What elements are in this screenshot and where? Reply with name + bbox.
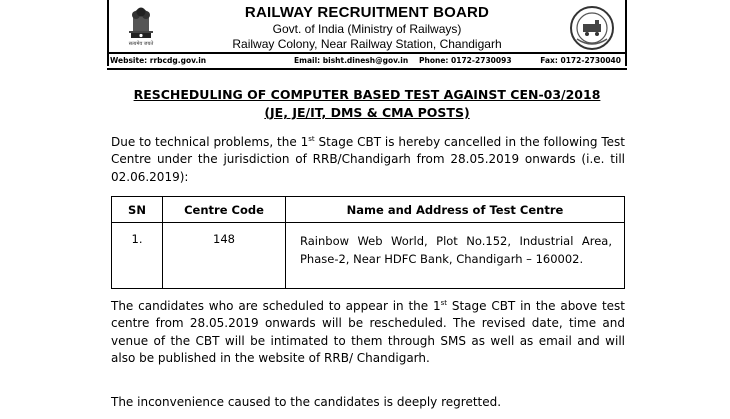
- p1-superscript: st: [308, 135, 315, 143]
- paragraph-reschedule: [111, 298, 625, 367]
- p1-text-after: Stage CBT is hereby cancelled in the following Test Centre under the jurisdiction of RRB/Chandigarh from 28.05.2019 onwards (i.e. till 02.06.2019):: [111, 135, 625, 184]
- contact-website[interactable]: Website: rrbcdg.gov.in: [110, 56, 207, 65]
- p2-text-before: The candidates who are scheduled to appear in the 1: [111, 299, 441, 313]
- org-name: RAILWAY RECRUITMENT BOARD: [244, 4, 490, 21]
- p2-superscript: st: [440, 299, 448, 307]
- cell-centre-code: 148: [163, 223, 286, 289]
- notice-title: RESCHEDULING OF COMPUTER BASED TEST AGAINST CEN-03/2018: [133, 87, 601, 102]
- table-row: [112, 223, 625, 289]
- notice-page: [107, 0, 627, 419]
- cell-sn: 1.: [112, 223, 163, 289]
- header-sn: SN: [112, 197, 163, 223]
- org-address: Railway Colony, Near Railway Station, Chandigarh: [232, 37, 502, 51]
- paragraph-regret: The inconvenience caused to the candidates is deeply regretted.: [111, 395, 502, 409]
- paragraph-cancellation: [111, 134, 625, 186]
- notice-subtitle: (JE, JE/IT, DMS & CMA POSTS): [264, 105, 470, 120]
- contact-bar: [107, 52, 627, 70]
- contact-fax: Fax: 0172-2730040: [540, 56, 621, 65]
- emblem-motto: सत्यमेव जयते: [128, 41, 154, 47]
- p2-text-after: Stage CBT in the above test centre from 28.05.2019 onwards will be rescheduled. The revised date, time and venue of the CBT will be intimated to them through SMS as well as email and will also be published in the website of RRB/ Chandigarh.: [111, 299, 625, 365]
- contact-phone: Phone: 0172-2730093: [419, 56, 512, 65]
- org-subtitle: Govt. of India (Ministry of Railways): [272, 22, 462, 36]
- header-centre-address: Name and Address of Test Centre: [286, 197, 625, 223]
- header-centre-code: Centre Code: [163, 197, 286, 223]
- test-centre-table: [111, 196, 625, 289]
- p1-text-before: Due to technical problems, the 1: [111, 135, 309, 149]
- contact-email[interactable]: Email: bisht.dinesh@gov.in: [294, 56, 409, 65]
- cell-centre-address: Rainbow Web World, Plot No.152, Industrial Area, Phase-2, Near HDFC Bank, Chandigarh – 160002.: [286, 223, 625, 289]
- table-header-row: [112, 197, 625, 223]
